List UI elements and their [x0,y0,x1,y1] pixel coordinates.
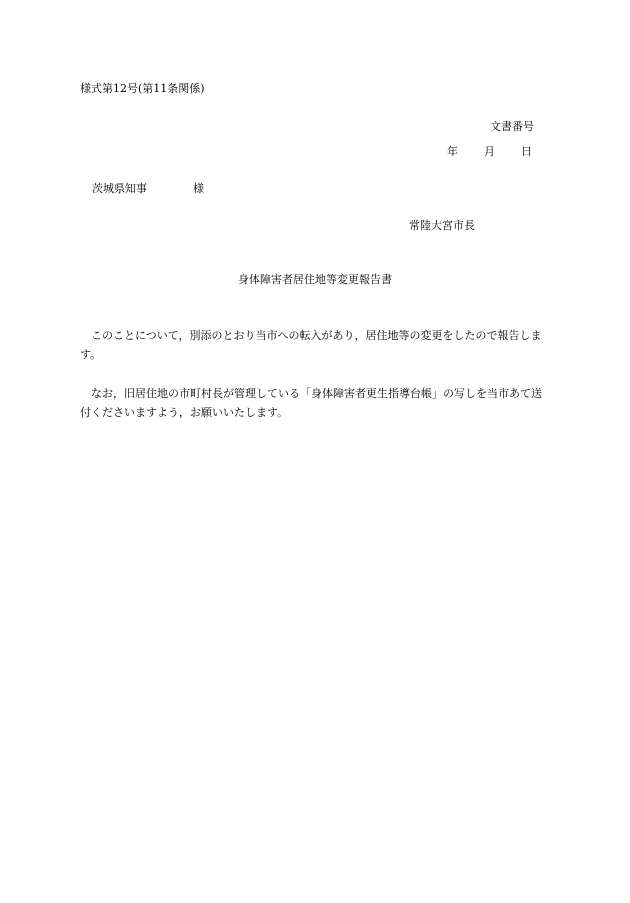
doc-number-label: 文書番号 [490,120,534,133]
date-year: 年 [447,145,458,158]
date-line [447,145,532,159]
document-title: 身体障害者居住地等変更報告書 [238,273,392,286]
addressee-honorific: 様 [193,182,204,195]
sender: 常陸大宮市長 [409,219,475,232]
body-paragraph-2: なお，旧居住地の市町村長が管理している「身体障害者更生指導台帳」の写しを当市あて送付くださいますよう，お願いいたします。 [80,387,542,419]
body-paragraph-1: このことについて，別添のとおり当市への転入があり，居住地等の変更をしたので報告します。 [80,329,542,361]
date-day: 日 [521,145,532,158]
addressee-name: 茨城県知事 [92,182,147,195]
addressee [92,182,204,196]
date-month: 月 [484,145,495,158]
form-number: 様式第12号(第11条関係) [80,82,205,95]
